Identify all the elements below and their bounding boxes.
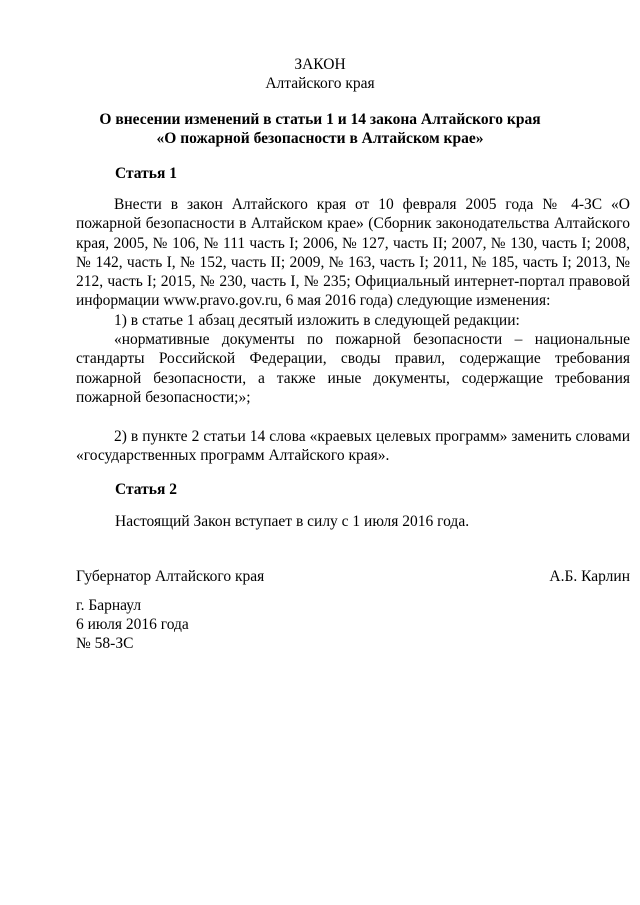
doc-region: Алтайского края (265, 75, 375, 92)
signature-row (76, 568, 630, 586)
article1-heading: Статья 1 (115, 165, 177, 182)
footer-number: № 58-ЗС (76, 635, 134, 652)
signature-position: Губернатор Алтайского края (76, 568, 265, 585)
doc-title-line1: О внесении изменений в статьи 1 и 14 закона Алтайского края (99, 111, 541, 128)
article1-intro: Внести в закон Алтайского края от 10 февраля 2005 года № 4-ЗС «О пожарной безопасности в Алтайском крае» (Сборник законодательства Алтайского края, 2005, № 106, № 111 часть I; 2006, № 127, часть II; 2007, № 130, часть I; 2008, № 142, часть I, № 152, часть II; 2009, № 163, часть I; 2011, № 185, часть I; 2013, № 212, часть I; 2015, № 230, часть I, № 235; Официальный интернет-портал правовой информации www.pravo.gov.ru, 6 мая 2016 года) следующие изменения: (76, 196, 630, 310)
article2-heading: Статья 2 (115, 481, 177, 498)
doc-title-line2: «О пожарной безопасности в Алтайском крае» (156, 130, 484, 147)
article1-item1-text: «нормативные документы по пожарной безопасности – национальные стандарты Российской Федерации, своды правил, содержащие требования пожарной безопасности, а также иные документы, содержащие требования пожарной безопасности;»; (76, 331, 630, 406)
article1-item2-block (76, 427, 630, 466)
article2-text: Настоящий Закон вступает в силу с 1 июля 2016 года. (115, 513, 470, 530)
signature-name: А.Б. Карлин (549, 568, 630, 585)
footer-block (76, 596, 189, 653)
footer-date: 6 июля 2016 года (76, 616, 189, 633)
article1-body (76, 195, 630, 407)
doc-type: ЗАКОН (294, 56, 346, 73)
footer-city: г. Барнаул (76, 597, 142, 614)
article1-item1: 1) в статье 1 абзац десятый изложить в следующей редакции: (114, 311, 520, 329)
article1-item2: 2) в пункте 2 статьи 14 слова «краевых целевых программ» заменить словами «государственных программ Алтайского края». (76, 428, 630, 465)
